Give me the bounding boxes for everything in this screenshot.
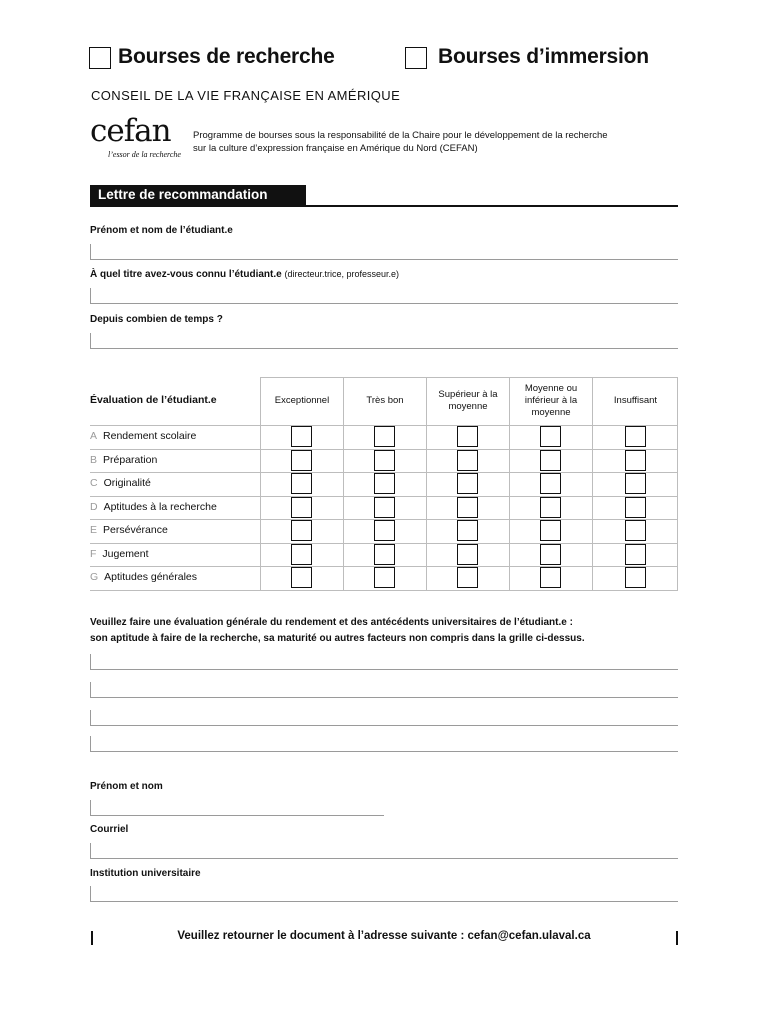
rating-checkbox[interactable] (457, 473, 478, 494)
criterion-text: Jugement (102, 547, 149, 560)
column-header-insuffisant: Insuffisant (613, 395, 658, 406)
program-description (193, 129, 608, 155)
signer-name-label: Prénom et nom (90, 781, 163, 792)
column-header-tres-bon: Très bon (366, 395, 404, 406)
criterion-letter: E (90, 524, 98, 536)
rating-checkbox[interactable] (291, 450, 312, 471)
rating-checkbox[interactable] (374, 450, 395, 471)
rating-checkbox[interactable] (374, 567, 395, 588)
grid-column-line (509, 377, 510, 590)
criterion-letter: C (90, 477, 98, 489)
rating-checkbox[interactable] (625, 473, 646, 494)
criterion-text: Persévérance (103, 524, 168, 536)
program-description-line: sur la culture d’expression française en Amérique du Nord (CEFAN) (193, 143, 478, 154)
cefan-logo-tagline: l’essor de la recherche (108, 150, 181, 159)
rating-checkbox[interactable] (625, 497, 646, 518)
rating-checkbox[interactable] (374, 497, 395, 518)
general-evaluation-line: Veuillez faire une évaluation générale du rendement et des antécédents universitaires de l’étudiant.e : (90, 617, 573, 628)
rating-checkbox[interactable] (291, 567, 312, 588)
criterion-label (90, 477, 151, 489)
column-header-moyenne: Moyenne ou inférieur à la moyenne (524, 383, 578, 418)
criterion-letter: B (90, 453, 98, 466)
footer (90, 929, 678, 945)
relation-field[interactable] (90, 288, 678, 304)
criterion-label (90, 501, 217, 513)
rating-checkbox[interactable] (291, 520, 312, 541)
rating-checkbox[interactable] (540, 473, 561, 494)
rating-checkbox[interactable] (374, 426, 395, 447)
general-evaluation-field-4[interactable] (90, 736, 678, 752)
rating-checkbox[interactable] (540, 497, 561, 518)
rating-checkbox[interactable] (625, 450, 646, 471)
institution-field[interactable] (90, 886, 678, 902)
criterion-text: Préparation (103, 453, 158, 466)
rating-checkbox[interactable] (540, 567, 561, 588)
criterion-text: Rendement scolaire (103, 430, 197, 442)
rating-checkbox[interactable] (457, 567, 478, 588)
criterion-text: Aptitudes générales (104, 571, 197, 583)
general-evaluation-field-2[interactable] (90, 682, 678, 698)
signer-email-field[interactable] (90, 843, 678, 859)
duration-label: Depuis combien de temps ? (90, 314, 223, 325)
rating-checkbox[interactable] (291, 426, 312, 447)
rating-checkbox[interactable] (540, 450, 561, 471)
grid-column-line (426, 377, 427, 590)
relation-label (90, 269, 399, 280)
relation-label-text: À quel titre avez-vous connu l’étudiant.e (90, 269, 282, 280)
criterion-label (90, 571, 197, 583)
program-description-line: Programme de bourses sous la responsabilité de la Chaire pour le développement de la recherche (193, 130, 608, 141)
rating-checkbox[interactable] (374, 544, 395, 565)
column-header-exceptionnel: Exceptionnel (274, 395, 330, 406)
criterion-label (90, 548, 149, 560)
criterion-label (90, 454, 157, 466)
criterion-text: Originalité (103, 477, 151, 489)
signer-email-label: Courriel (90, 824, 129, 835)
criterion-letter: D (90, 500, 98, 513)
institution-label: Institution universitaire (90, 868, 201, 879)
rating-checkbox[interactable] (374, 473, 395, 494)
rating-checkbox[interactable] (457, 544, 478, 565)
signer-name-field[interactable] (90, 800, 384, 816)
student-name-label: Prénom et nom de l’étudiant.e (90, 225, 233, 236)
bourses-recherche-label: Bourses de recherche (118, 45, 335, 68)
general-evaluation-field-1[interactable] (90, 654, 678, 670)
rating-checkbox[interactable] (625, 567, 646, 588)
rating-checkbox[interactable] (291, 473, 312, 494)
rating-checkbox[interactable] (457, 426, 478, 447)
general-evaluation-line: son aptitude à faire de la recherche, sa maturité ou autres facteurs non compris dans la grille ci-dessus. (90, 633, 585, 644)
organization-name: CONSEIL DE LA VIE FRANÇAISE EN AMÉRIQUE (91, 88, 401, 103)
duration-field[interactable] (90, 333, 678, 349)
general-evaluation-field-3[interactable] (90, 710, 678, 726)
cefan-logo: cefan (90, 113, 171, 149)
rating-checkbox[interactable] (540, 426, 561, 447)
grid-row-line (90, 590, 678, 591)
rating-checkbox[interactable] (457, 497, 478, 518)
section-divider (90, 205, 678, 207)
relation-hint: (directeur.trice, professeur.e) (284, 269, 400, 279)
footer-right-bar (676, 931, 678, 945)
return-instructions: Veuillez retourner le document à l’adresse suivante : cefan@cefan.ulaval.ca (177, 930, 591, 942)
grid-column-line (260, 377, 261, 590)
rating-checkbox[interactable] (625, 520, 646, 541)
criterion-letter: A (90, 430, 98, 442)
criterion-text: Aptitudes à la recherche (103, 500, 217, 513)
bourses-immersion-checkbox[interactable] (405, 47, 427, 69)
grid-column-line (592, 377, 593, 590)
section-title: Lettre de recommandation (98, 187, 268, 202)
rating-checkbox[interactable] (540, 520, 561, 541)
student-name-field[interactable] (90, 244, 678, 260)
rating-checkbox[interactable] (625, 544, 646, 565)
criterion-label (90, 430, 196, 442)
evaluation-grid (90, 377, 678, 590)
rating-checkbox[interactable] (374, 520, 395, 541)
rating-checkbox[interactable] (291, 497, 312, 518)
evaluation-title: Évaluation de l’étudiant.e (90, 394, 217, 406)
bourses-recherche-checkbox[interactable] (89, 47, 111, 69)
rating-checkbox[interactable] (540, 544, 561, 565)
column-header-superieur: Supérieur à la moyenne (438, 389, 498, 412)
rating-checkbox[interactable] (457, 520, 478, 541)
bourses-immersion-label: Bourses d’immersion (438, 45, 649, 68)
rating-checkbox[interactable] (291, 544, 312, 565)
criterion-letter: G (90, 571, 99, 583)
criterion-label (90, 524, 168, 536)
grid-column-line (343, 377, 344, 590)
rating-checkbox[interactable] (625, 426, 646, 447)
section-title-bar (90, 185, 306, 207)
rating-checkbox[interactable] (457, 450, 478, 471)
criterion-letter: F (90, 547, 97, 560)
general-evaluation-prompt (90, 615, 585, 647)
grid-column-line (677, 377, 678, 590)
